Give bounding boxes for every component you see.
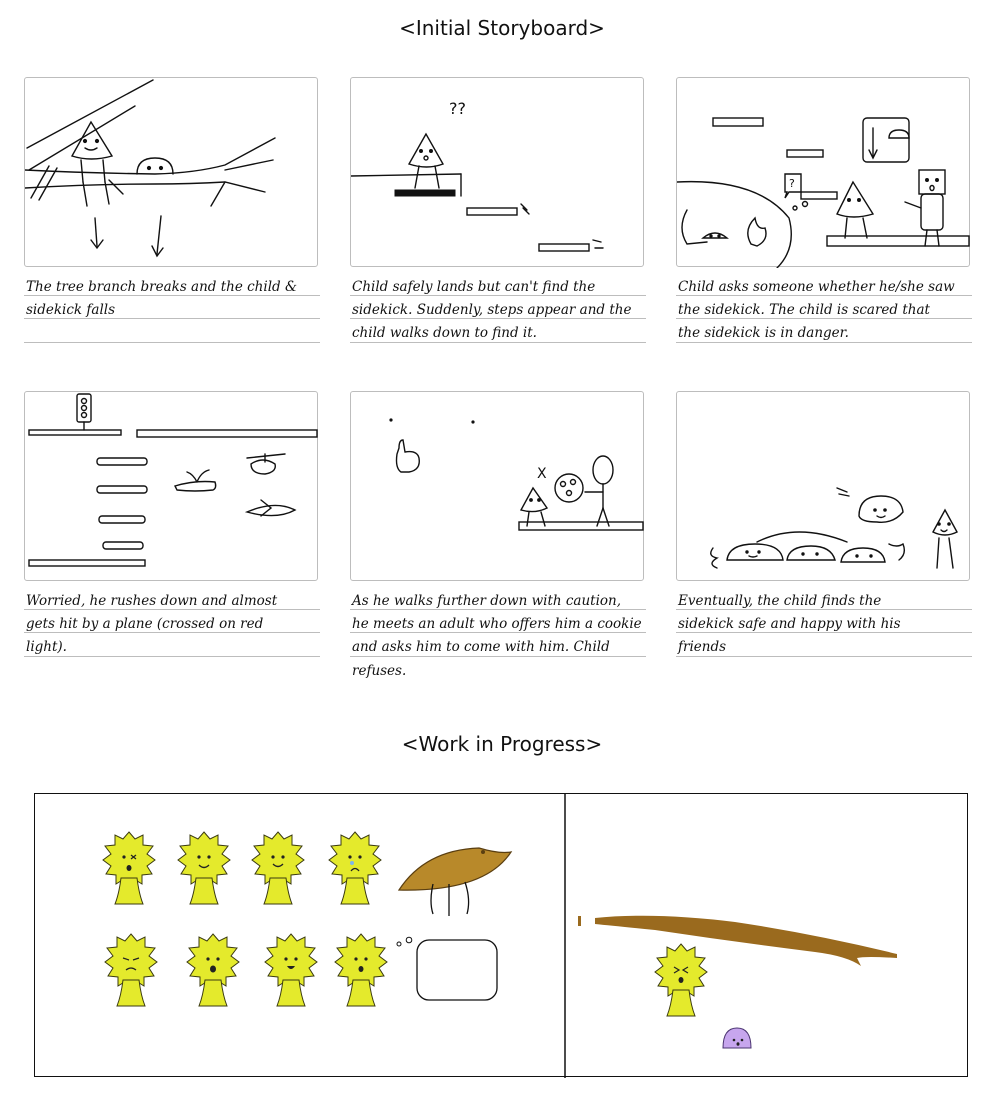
caption-1-line-1: The tree branch breaks and the child & [26,279,297,295]
storyboard-title: <Initial Storyboard> [399,16,605,40]
caption-panel-1 [24,274,320,354]
caption-panel-2 [350,274,646,354]
question-mark: ? [789,177,795,190]
scene-branch [578,916,897,1048]
storyboard-panel-4 [24,391,318,581]
progress-title: <Work in Progress> [401,732,603,756]
caption-6-line-1: Eventually, the child finds the [678,593,882,609]
thumbs-up-icon [397,440,420,472]
panel-5-sketch [351,392,645,582]
caption-6-line-3: friends [678,639,727,655]
wip-artwork [35,794,969,1078]
character-sheet [103,832,511,1006]
caption-5-line-3: and asks him to come with him. Child refuses. [352,639,610,679]
panel-6-sketch [677,392,971,582]
caption-panel-6 [676,588,972,668]
caption-4-line-3: light). [26,639,67,655]
caption-6-line-2: sidekick safe and happy with his [678,616,901,632]
storyboard-panel-3 [676,77,970,267]
child-character [655,944,707,1016]
mushroom-icon [399,848,511,916]
caption-2-line-1: Child safely lands but can't find the [352,279,596,295]
caption-4-line-2: gets hit by a plane (crossed on red [26,616,264,632]
caption-2-line-2: sidekick. Suddenly, steps appear and the [352,302,632,318]
thought-bubble-icon [397,937,497,1000]
storyboard-panel-6 [676,391,970,581]
panel-1-sketch [25,78,319,268]
caption-4-line-1: Worried, he rushes down and almost [26,593,278,609]
caption-panel-3 [676,274,972,354]
caption-2-line-3: child walks down to find it. [352,325,537,341]
caption-3-line-2: the sidekick. The child is scared that [678,302,930,318]
question-marks: ?? [449,99,466,118]
sidekick-character [723,1028,751,1048]
caption-1-line-2: sidekick falls [26,302,116,318]
work-in-progress-frame [34,793,968,1077]
caption-5-line-2: he meets an adult who offers him a cookie [352,616,642,632]
panel-2-sketch [351,78,645,268]
storyboard-panel-1 [24,77,318,267]
caption-3-line-1: Child asks someone whether he/she saw [678,279,955,295]
storyboard-panel-5 [350,391,644,581]
storyboard-panel-2 [350,77,644,267]
refuse-mark: X [537,466,547,482]
caption-3-line-3: the sidekick is in danger. [678,325,849,341]
caption-panel-4 [24,588,320,668]
panel-4-sketch [25,392,319,582]
panel-3-sketch [677,78,971,268]
caption-5-line-1: As he walks further down with caution, [352,593,622,609]
caption-panel-5 [350,588,646,679]
